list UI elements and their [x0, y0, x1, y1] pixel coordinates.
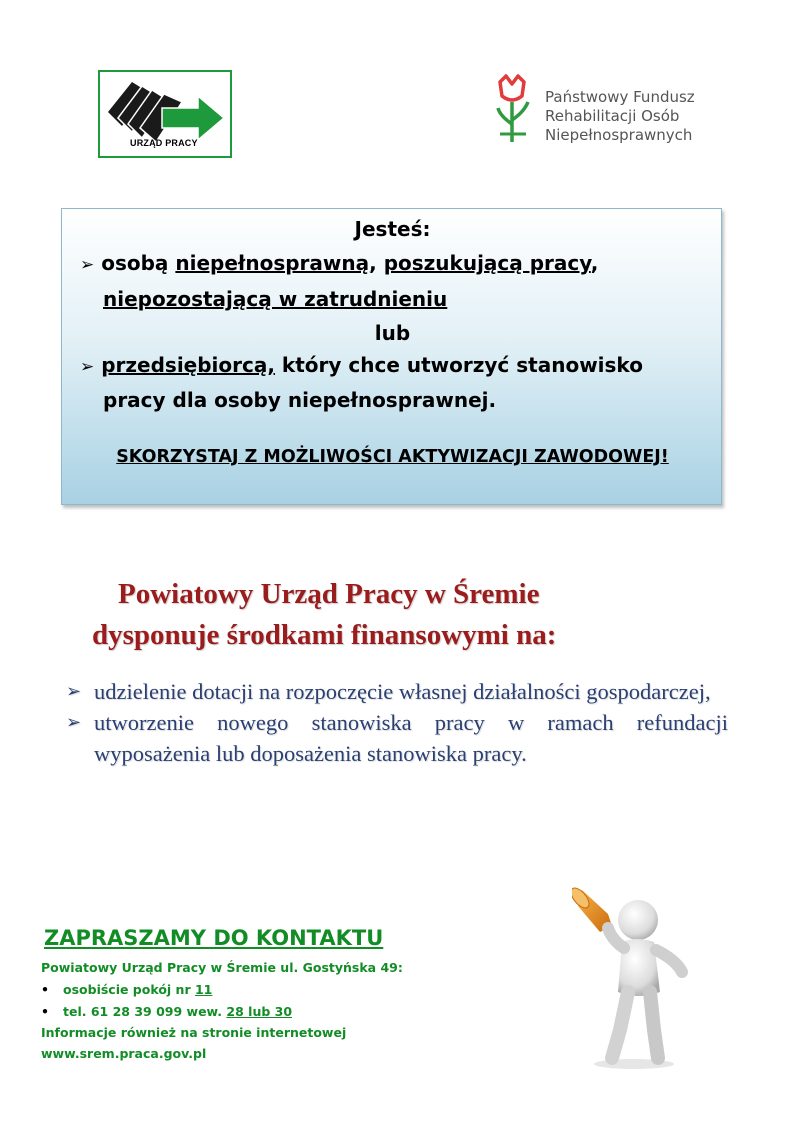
contact-address: Powiatowy Urząd Pracy w Śremie ul. Gostyńska 49: [41, 960, 403, 975]
funding-item-text: udzielenie dotacji na rozpoczęcie własnej działalności gospodarczej, [94, 679, 711, 704]
pfron-name-line-2: Rehabilitacji Osób [545, 107, 680, 125]
megaphone-figure-icon [572, 880, 700, 1070]
contact-room-number: 11 [194, 982, 213, 997]
office-heading-line-1: Powiatowy Urząd Pracy w Śremie [118, 578, 540, 610]
info-or: lub [374, 321, 411, 345]
contact-phone [41, 1004, 292, 1019]
contact-website[interactable]: www.srem.praca.gov.pl [41, 1046, 207, 1061]
contact-title: ZAPRASZAMY DO KONTAKTU [44, 926, 384, 950]
urzad-pracy-logo [98, 70, 232, 158]
item2-entrepreneur: przedsiębiorcą, [101, 353, 275, 377]
pfron-logo [490, 70, 730, 150]
item1-job-seeking: poszukującą pracy [383, 251, 591, 275]
bullet-icon: • [41, 982, 49, 997]
bullet-icon: • [41, 1004, 49, 1019]
info-box [61, 208, 722, 505]
pfron-tulip-icon [492, 72, 534, 146]
item1-unemployed: niepozostającą w zatrudnieniu [103, 287, 448, 311]
pfron-name-line-1: Państwowy Fundusz [545, 88, 695, 106]
contact-room [41, 982, 212, 997]
item1-sep2: , [590, 251, 599, 275]
item1-disabled: niepełnosprawną [175, 251, 370, 275]
funding-item [66, 707, 728, 769]
item2-rest: który chce utworzyć stanowisko [274, 353, 643, 377]
item1-prefix: osobą [101, 251, 176, 275]
item1-sep1: , [369, 251, 384, 275]
info-heading: Jesteś: [354, 217, 431, 241]
contact-phone-prefix: tel. 61 28 39 099 wew. [63, 1004, 227, 1019]
contact-phone-ext: 28 lub 30 [226, 1004, 293, 1019]
arrow-bullet-icon: ➢ [66, 712, 82, 732]
info-item-1 [80, 251, 598, 275]
contact-room-prefix: osobiście pokój nr [63, 982, 195, 997]
arrow-bullet-icon: ➢ [80, 357, 95, 377]
megaphone-figure-illustration [572, 880, 700, 1070]
funding-item-text: utworzenie nowego stanowiska pracy w ramach refundacji wyposażenia lub doposażenia stanowiska pracy. [94, 710, 728, 766]
funding-list [66, 676, 728, 769]
contact-info: Informacje również na stronie internetowej [41, 1025, 347, 1040]
urzad-pracy-logo-text: URZĄD PRACY [130, 138, 198, 148]
info-cta: SKORZYSTAJ Z MOŻLIWOŚCI AKTYWIZACJI ZAWODOWEJ! [116, 447, 669, 467]
pfron-name-line-3: Niepełnosprawnych [545, 126, 693, 144]
funding-item [66, 676, 728, 707]
arrow-bullet-icon: ➢ [80, 255, 95, 275]
office-heading-line-2: dysponuje środkami finansowymi na: [92, 619, 557, 651]
item2-line2: pracy dla osoby niepełnosprawnej. [103, 388, 497, 412]
info-item-2 [80, 353, 643, 377]
arrow-bullet-icon: ➢ [66, 681, 82, 701]
